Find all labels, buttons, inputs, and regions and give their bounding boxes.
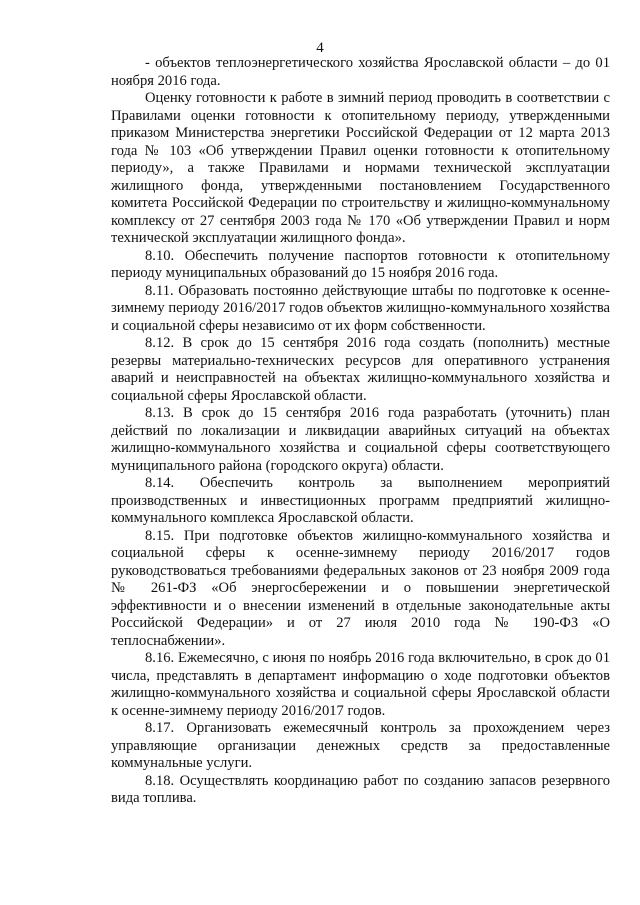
paragraph-8-18: 8.18. Осуществлять координацию работ по созданию запасов резервного вида топлива. [111,772,610,806]
page-number: 4 [316,40,324,56]
paragraph-8-12: 8.12. В срок до 15 сентября 2016 года создать (пополнить) местные резервы материально-технических ресурсов для оперативного устранения аварий и неисправностей на объектах жилищно-коммунального хозяйства и социальной сферы Ярославской области. [111,335,610,404]
paragraph-8-16: 8.16. Ежемесячно, с июня по ноябрь 2016 года включительно, в срок до 01 числа, представлять в департамент информацию о ходе подготовки объектов жилищно-коммунального хозяйства и социальной сферы Ярославской области к осенне-зимнему периоду 2016/2017 годов. [111,650,610,719]
paragraph-8-13: 8.13. В срок до 15 сентября 2016 года разработать (уточнить) план действий по локализации и ликвидации аварийных ситуаций на объектах жилищно-коммунального хозяйства и социальной сферы соответствующего муниципального района (городского округа) области. [111,405,610,474]
paragraph-readiness-assessment: Оценку готовности к работе в зимний период проводить в соответствии с Правилами оценки готовности к отопительному периоду, утвержденными приказом Министерства энергетики Российской Федерации от 12 марта 2013 года № 103 «Об утверждении Правил оценки готовности к отопительному периоду», а также Правилами и нормами технической эксплуатации жилищного фонда, утвержденными постановлением Государственного комитета Российской Федерации по строительству и жилищно-коммунальному комплексу от 27 сентября 2003 года № 170 «Об утверждении Правил и норм технической эксплуатации жилищного фонда». [111,90,610,246]
paragraph-8-11: 8.11. Образовать постоянно действующие штабы по подготовке к осенне-зимнему периоду 2016/2017 годов объектов жилищно-коммунального хозяйства и социальной сферы независимо от их форм собственности. [111,282,610,334]
paragraph-heat-energy-objects: - объектов теплоэнергетического хозяйства Ярославской области – до 01 ноября 2016 года. [111,55,610,89]
paragraph-8-15: 8.15. При подготовке объектов жилищно-коммунального хозяйства и социальной сферы к осенне-зимнему периоду 2016/2017 годов руководствоваться требованиями федеральных законов от 23 ноября 2009 года № 261-ФЗ «Об энергосбережении и о повышении энергетической эффективности и о внесении изменений в отдельные законодательные акты Российской Федерации» и от 27 июля 2010 года № 190-ФЗ «О теплоснабжении». [111,527,610,649]
document-body [111,55,610,808]
paragraph-8-17: 8.17. Организовать ежемесячный контроль за прохождением через управляющие организации денежных средств за предоставленные коммунальные услуги. [111,720,610,771]
paragraph-8-14: 8.14. Обеспечить контроль за выполнением мероприятий производственных и инвестиционных программ предприятий жилищно-коммунального комплекса Ярославской области. [111,475,610,526]
paragraph-8-10: 8.10. Обеспечить получение паспортов готовности к отопительному периоду муниципальных образований до 15 ноября 2016 года. [111,247,610,281]
